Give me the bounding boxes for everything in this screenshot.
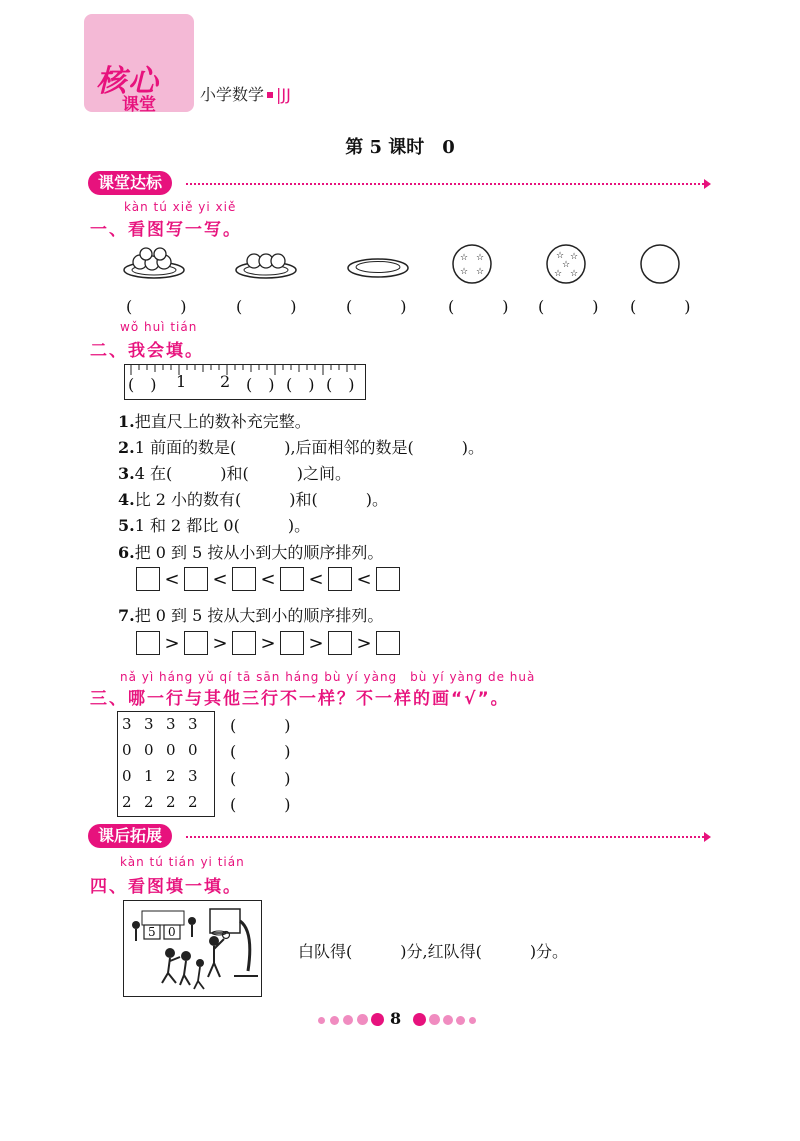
grid-row-4 [122,793,210,811]
svg-text:☆: ☆ [555,251,565,261]
page-number: 8 [390,1009,402,1028]
item-number: 6. [118,543,135,562]
grid-cell: 3 [188,767,198,785]
answer-box[interactable] [280,567,304,591]
svg-text:☆: ☆ [475,267,485,277]
grid-cell: 2 [166,767,176,785]
item-text: 把直尺上的数补充完整。 [134,412,311,431]
q2-title: 二、我会填。 [90,341,204,361]
grid-cell: 0 [188,741,198,759]
decorative-dot [371,1013,384,1026]
answer-box[interactable] [328,631,352,655]
greater-than-sign: > [356,632,372,654]
edition-label: JJ [281,85,291,104]
grid-row-2 [122,741,210,759]
q3-pinyin: nǎ yì háng yǔ qí tā sān háng bù yí yàng bù yí yàng de huà [120,670,536,684]
grid-cell: 3 [122,715,132,733]
q1-blank-6[interactable]: ( ) [630,297,691,316]
section-after-class: 课后拓展 [88,824,172,848]
q2-item-4 [118,487,388,510]
empty-circle-icon [641,245,679,283]
decorative-dot [413,1013,426,1026]
grid-cell: 3 [166,715,176,733]
item-text: 1 前面的数是( ),后面相邻的数是( )。 [134,438,485,457]
basketball-game-illustration [124,901,261,996]
header-subject [200,82,291,105]
divider-bar: | [276,85,282,104]
svg-text:☆: ☆ [475,253,485,263]
svg-text:☆: ☆ [569,252,579,262]
item-text: 把 0 到 5 按从大到小的顺序排列。 [134,606,384,625]
scoreboard-white-digit: 5 [148,925,156,939]
q2-item-5 [118,513,310,536]
basketball-scene [123,900,262,997]
item-text: 1 和 2 都比 0( )。 [134,516,311,535]
logo-subtitle: 课堂 [122,95,156,115]
grid-row-1 [122,715,210,733]
greater-than-sign: > [308,632,324,654]
answer-box[interactable] [280,631,304,655]
logo-title: 核心 [96,64,160,99]
grid-cell: 2 [144,793,154,811]
svg-text:☆: ☆ [561,260,571,270]
grid-cell: 0 [144,741,154,759]
grid-cell: 3 [188,715,198,733]
answer-box[interactable] [136,567,160,591]
square-icon [267,92,273,98]
q3-blank-1[interactable]: ( ) [230,716,291,735]
q1-pictures [110,242,700,292]
grid-cell: 1 [144,767,154,785]
item-number: 2. [118,438,135,457]
greater-than-sign: > [260,632,276,654]
arrow-right-icon [704,179,711,189]
grid-cell: 3 [144,715,154,733]
ruler-label-1: 1 [176,372,187,391]
q2-item-1 [118,409,311,432]
item-number: 3. [118,464,135,483]
greater-than-sign: > [212,632,228,654]
decorative-dot [429,1014,440,1025]
ruler-blank-3[interactable]: ( ) [286,375,315,394]
answer-box[interactable] [184,631,208,655]
item-number: 4. [118,490,135,509]
arrow-right-icon [704,832,711,842]
answer-box[interactable] [328,567,352,591]
q2-item-3 [118,461,351,484]
q2-item-7 [118,603,383,626]
answer-box[interactable] [136,631,160,655]
q3-blank-3[interactable]: ( ) [230,769,291,788]
q4-answer-line[interactable]: 白队得( )分,红队得( )分。 [298,942,569,961]
decorative-dot [357,1014,368,1025]
q2-pinyin: wǒ huì tián [120,320,198,334]
decorative-dot [443,1015,453,1025]
grid-row-3 [122,767,210,785]
item-text: 把 0 到 5 按从小到大的顺序排列。 [134,543,384,562]
grid-cell: 2 [166,793,176,811]
answer-box[interactable] [376,567,400,591]
item-number: 1. [118,412,135,431]
section-divider [186,836,704,838]
ruler-label-2: 2 [220,372,231,391]
less-than-sign: < [356,568,372,590]
item-text: 比 2 小的数有( )和( )。 [134,490,389,509]
lesson-title: 第 5 课时 0 [345,137,455,158]
circle-with-four-stars-icon [453,245,491,283]
scoreboard-red-digit: 0 [168,925,176,939]
grid-cell: 0 [166,741,176,759]
q1-blank-4[interactable]: ( ) [448,297,509,316]
q4-pinyin: kàn tú tián yi tián [120,855,245,869]
answer-box[interactable] [376,631,400,655]
ruler-blank-4[interactable]: ( ) [326,375,355,394]
decorative-dot [318,1017,325,1024]
svg-text:☆: ☆ [459,267,469,277]
plate-with-three-apples-icon [236,254,296,278]
svg-text:☆: ☆ [569,269,579,279]
item-number: 5. [118,516,135,535]
decorative-dot [469,1017,476,1024]
q3-blank-2[interactable]: ( ) [230,742,291,761]
less-than-sign: < [260,568,276,590]
item-text: 4 在( )和( )之间。 [134,464,351,483]
q4-title: 四、看图填一填。 [90,877,242,897]
q3-blank-4[interactable]: ( ) [230,795,291,814]
ascending-order-boxes [136,567,400,591]
q1-blank-1[interactable]: ( ) [126,297,187,316]
plate-with-four-apples-icon [124,248,184,278]
answer-box[interactable] [232,567,256,591]
subject-label: 小学数学 [200,85,265,104]
q1-title: 一、看图写一写。 [90,220,242,240]
decorative-dot [330,1016,339,1025]
less-than-sign: < [212,568,228,590]
section-divider [186,183,704,185]
q2-item-6 [118,540,383,563]
answer-box[interactable] [232,631,256,655]
ruler-blank-2[interactable]: ( ) [246,375,275,394]
svg-text:☆: ☆ [459,253,469,263]
svg-text:☆: ☆ [553,269,563,279]
decorative-dot [343,1015,353,1025]
ruler-blank-1[interactable]: ( ) [128,375,157,394]
grid-cell: 2 [188,793,198,811]
q1-blank-2[interactable]: ( ) [236,297,297,316]
q1-blank-3[interactable]: ( ) [346,297,407,316]
less-than-sign: < [164,568,180,590]
number-grid [117,711,215,817]
q1-blank-5[interactable]: ( ) [538,297,599,316]
q2-item-2 [118,435,484,458]
greater-than-sign: > [164,632,180,654]
circle-with-five-stars-icon [547,245,585,283]
descending-order-boxes [136,631,400,655]
answer-box[interactable] [184,567,208,591]
item-number: 7. [118,606,135,625]
less-than-sign: < [308,568,324,590]
empty-plate-icon [348,259,408,277]
q1-pinyin: kàn tú xiě yi xiě [124,200,237,214]
grid-cell: 0 [122,741,132,759]
grid-cell: 2 [122,793,132,811]
grid-cell: 0 [122,767,132,785]
section-classroom: 课堂达标 [88,171,172,195]
q3-title: 三、哪一行与其他三行不一样？不一样的画“√”。 [90,689,510,709]
decorative-dot [456,1016,465,1025]
